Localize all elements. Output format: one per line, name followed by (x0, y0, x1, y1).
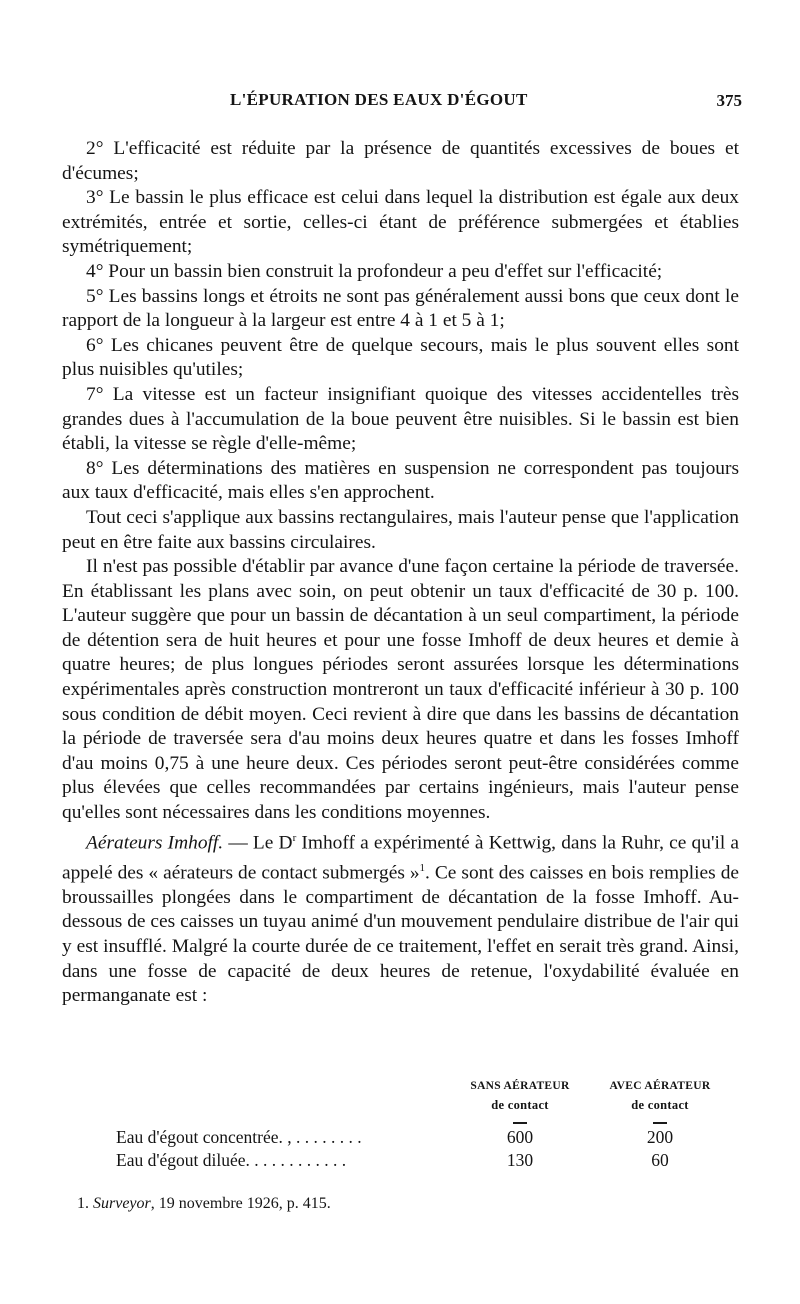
column-header-sans (455, 1077, 585, 1115)
page-number: 375 (716, 91, 742, 110)
paragraph-item-3: 3° Le bassin le plus efficace est celui dans lequel la distribution est égale aux deux extrémités, entrée et sortie, celles-ci étant de préférence submergées et établies symétriquement; (62, 187, 739, 258)
paragraph-item-5: 5° Les bassins longs et étroits ne sont pas généralement aussi bons que ceux dont le rapport de la longueur à la largeur est entre 4 à 1 et 5 à 1; (62, 285, 739, 332)
cell-sans: 600 (506, 1127, 534, 1147)
column-header-avec (590, 1077, 730, 1115)
header-dash-sans (513, 1122, 527, 1124)
footnote-source: Surveyor (93, 1195, 151, 1212)
paragraph-item-8: 8° Les déterminations des matières en suspension ne correspondent pas toujours aux taux d'efficacité, mais elles s'en approchent. (62, 457, 739, 504)
aerateurs-text-2: Imhoff a expérimenté à Kettwig, dans la Ruhr, ce qu'il a appelé des « aérateurs de contact submergés » (62, 832, 740, 884)
paragraph-traversal-period: Il n'est pas possible d'établir par avance d'une façon certaine la période de traversée. En établissant les plans avec soin, on peut obtenir un taux d'efficacité de 30 p. 100. L'auteur suggère que pour un bassin de décantation à un seul compartiment, la période de détention sera de huit heures et pour une fosse Imhoff de deux heures et demie à quatre heures; de plus longues périodes seront assurées lorsque les déterminations expérimentales après construction montreront un taux d'efficacité inférieur à 30 p. 100 sous condition de débit moyen. Ceci revient à dire que dans les bassins de décantation la période de traversée sera d'au moins deux heures quatre et dans les fosses Imhoff d'au moins 0,75 à une heure deux. Ces périodes seront peut-être considérées comme plus élevées que celles recommandées par certains ingénieurs, mais l'auteur pense qu'elles sont nécessaires dans les conditions moyennes. (62, 556, 739, 824)
column-header-avec-line1: AVEC AÉRATEUR (609, 1080, 711, 1092)
header-dash-avec (653, 1122, 667, 1124)
paragraph-aerateurs (62, 826, 739, 1009)
row-label: Eau d'égout diluée. . . . . . . . . . . . (116, 1150, 347, 1170)
paragraph-item-4: 4° Pour un bassin bien construit la profondeur a peu d'effet sur l'efficacité; (86, 260, 663, 282)
paragraph-item-7: 7° La vitesse est un facteur insignifiant quoique des vitesses accidentelles très grandes dues à l'accumulation de la boue peuvent être nuisibles. Si le bassin est bien établi, la vitesse se règle d'elle-même; (62, 383, 739, 455)
paragraph-item-6: 6° Les chicanes peuvent être de quelque secours, mais le plus souvent elles sont plus nuisibles qu'utiles; (62, 334, 739, 381)
column-header-avec-line2: de contact (631, 1098, 689, 1112)
running-title: L'ÉPURATION DES EAUX D'ÉGOUT (230, 90, 528, 109)
aerateurs-text-3: . Ce sont des caisses en bois remplies de broussailles plongées dans le compartiment de décantation de la fosse Imhoff. Au-dessous de ces caisses un tuyau animé d'un mouvement pendulaire distribue de l'air qui y est insufflé. Malgré la courte durée de ce traitement, l'effet en serait très grand. Ainsi, dans une fosse de capacité de deux heures de retenue, l'oxydabilité évaluée en permanganate est : (62, 862, 739, 1007)
cell-avec: 60 (651, 1150, 669, 1170)
table-row (60, 1127, 740, 1149)
footnote-ref: 1 (419, 861, 426, 874)
body-text (62, 137, 739, 1009)
footnote-rest: , 19 novembre 1926, p. 415. (150, 1195, 331, 1212)
aerateurs-heading: Aérateurs Imhoff. (86, 832, 224, 854)
table-row (60, 1150, 740, 1172)
cell-sans: 130 (506, 1150, 534, 1170)
aerateurs-text-1: — Le D (223, 832, 293, 854)
superscript-r: r (292, 831, 297, 844)
paragraph-rectangular-basins: Tout ceci s'applique aux bassins rectangulaires, mais l'auteur pense que l'application peut en être faite aux bassins circulaires. (62, 506, 739, 553)
row-label: Eau d'égout concentrée. , . . . . . . . . (116, 1127, 362, 1147)
footnote (77, 1195, 331, 1213)
cell-avec: 200 (646, 1127, 674, 1147)
footnote-number: 1. (77, 1195, 89, 1212)
column-header-sans-line1: SANS AÉRATEUR (470, 1080, 570, 1092)
paragraph-item-2: 2° L'efficacité est réduite par la présence de quantités excessives de boues et d'écumes; (62, 138, 739, 184)
column-header-sans-line2: de contact (491, 1098, 549, 1112)
